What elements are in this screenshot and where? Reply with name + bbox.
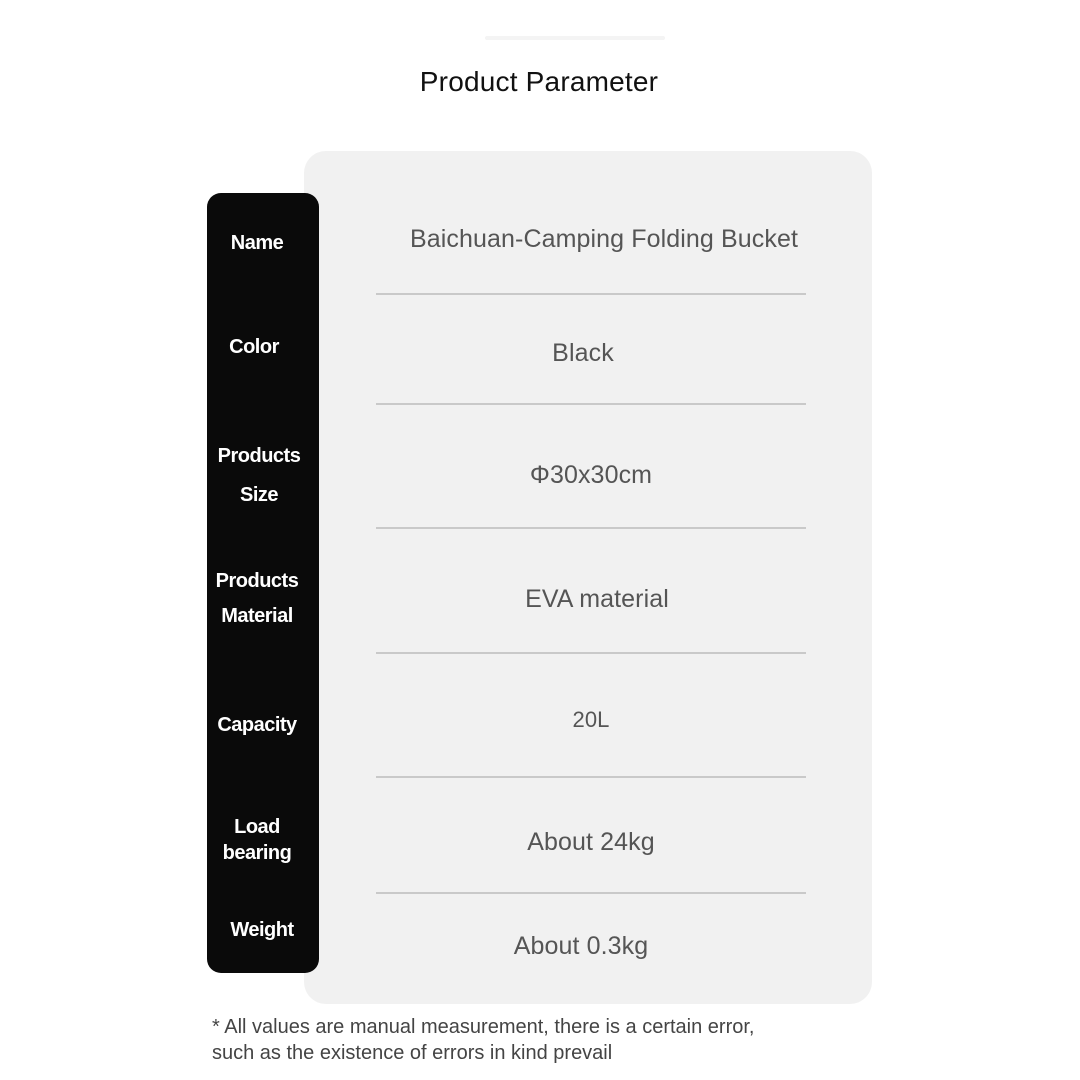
row-value-weight: About 0.3kg [513,932,649,960]
row-value-material: EVA material [525,585,669,613]
row-label-capacity: Capacity [217,714,297,736]
footnote-line-2: such as the existence of errors in kind prevail [212,1042,613,1064]
row-value-color: Black [552,339,614,367]
row-label-weight: Weight [230,919,294,941]
row-value-capacity: 20L [572,707,610,732]
row-value-load-bearing: About 24kg [527,828,655,856]
parameter-card [304,151,872,1004]
page-title: Product Parameter [419,66,659,97]
decorative-line [485,36,665,40]
row-divider [376,293,806,295]
row-value-size: Φ30x30cm [529,461,653,489]
row-label-size: Products Size [217,445,301,506]
row-value-name: Baichuan-Camping Folding Bucket [409,225,799,253]
row-divider [376,652,806,654]
footnote [212,1014,754,1066]
row-divider [376,776,806,778]
row-divider [376,892,806,894]
row-label-material: Products Material [215,570,299,627]
footnote-line-1: * All values are manual measurement, there is a certain error, [212,1016,755,1038]
row-label-load-bearing: Load bearing [222,816,292,864]
row-label-name: Name [230,232,284,254]
row-divider [376,527,806,529]
row-label-color: Color [229,336,279,358]
row-divider [376,403,806,405]
